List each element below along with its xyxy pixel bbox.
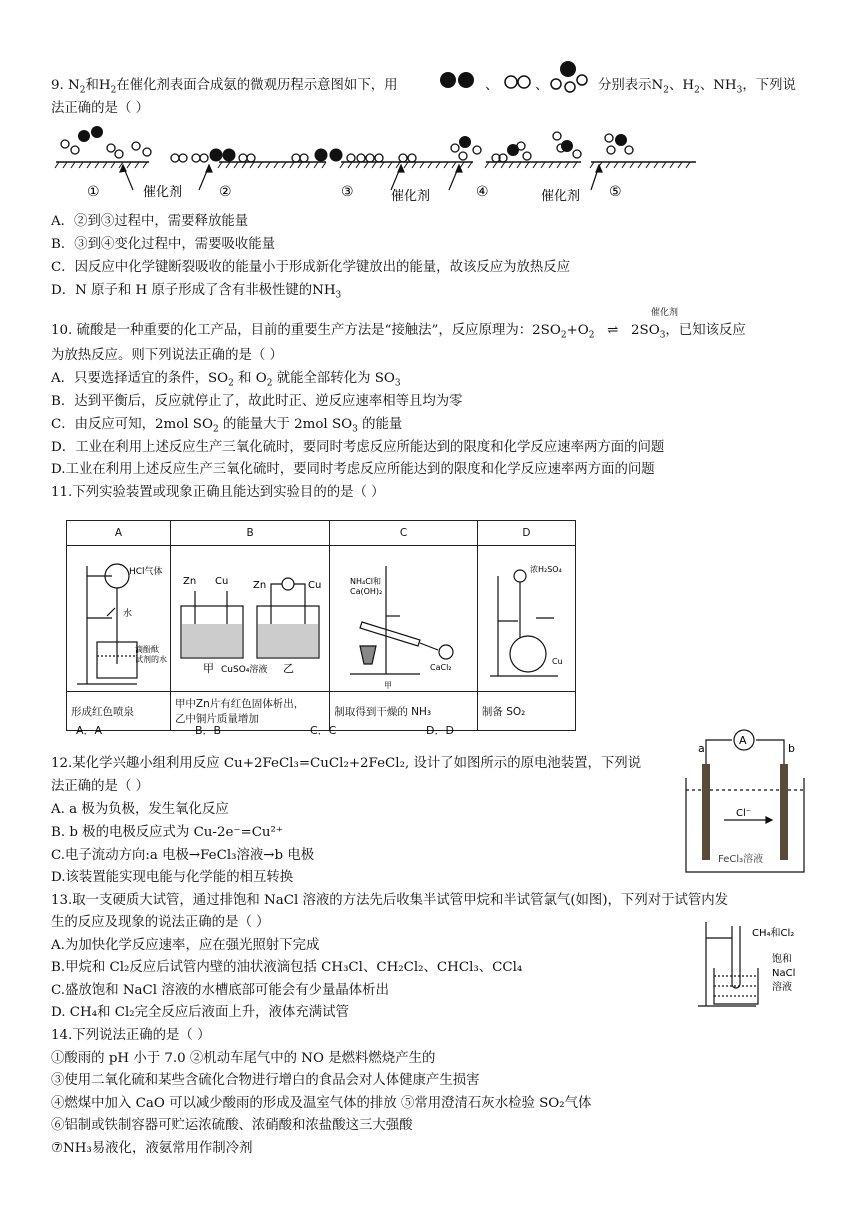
q13-stem-line1: 13.取一支硬质大试管，通过排饱和 NaCl 溶液的方法先后收集半试管甲烷和半试管氯气(如图)，下列对于试管内发	[51, 893, 729, 908]
q9-text: ，下列说	[742, 78, 796, 93]
q14-item: ⑦NH₃易液化，液氨常用作制冷剂	[51, 1141, 253, 1156]
q9-text: 分别表示N	[598, 78, 664, 93]
q9-text: D．N 原子和 H 原子形成了含有非极性键的NH	[51, 283, 336, 298]
table-header: C	[330, 521, 478, 546]
molecule-legend	[436, 60, 601, 96]
catalyst-label: 催化剂	[143, 185, 183, 200]
label: Cu	[551, 657, 563, 666]
apparatus-c	[330, 546, 478, 692]
catalyst-label: 催化剂	[391, 189, 431, 204]
step-label: ④	[476, 184, 489, 200]
q13-test-tube-figure	[696, 918, 816, 1010]
h-atom-icon	[577, 75, 587, 85]
label: NH₄Cl和	[350, 577, 382, 586]
sub: 2	[663, 85, 670, 96]
q9-reaction-diagram	[51, 124, 811, 210]
phenomenon-a: 形成红色喷泉	[67, 692, 171, 731]
apparatus-d	[477, 546, 575, 692]
q10-stem-line1	[51, 322, 746, 345]
q13-stem-line2: 生的反应及现象的说法正确的是（ ）	[51, 915, 270, 930]
q14-stem: 14.下列说法正确的是（ ）	[51, 1028, 211, 1043]
solution-label: 饱和	[772, 954, 792, 965]
q9-option-a: A．②到③过程中，需要释放能量	[51, 214, 249, 229]
q9-stem-line1b	[598, 77, 796, 100]
sub: 2	[79, 85, 86, 96]
q10-text: 和 O	[233, 371, 267, 386]
n-atom-icon	[560, 61, 576, 77]
label: CuSO₄溶液	[220, 665, 268, 675]
n-atom-icon	[458, 72, 474, 88]
step-label: ①	[87, 184, 100, 200]
sub: 2	[266, 378, 273, 389]
apparatus-a	[67, 546, 171, 692]
table-header: B	[170, 521, 329, 546]
q10-option-c	[51, 416, 402, 439]
sub: 3	[736, 85, 743, 96]
apparatus-b	[170, 546, 329, 692]
label: 试剂的水	[135, 655, 167, 664]
q13-option-c: C.盛放饱和 NaCl 溶液的水槽底部可能会有少量晶体析出	[51, 983, 389, 998]
phenomenon-c: 制取得到干燥的 NH₃	[330, 692, 478, 731]
sub: 3	[335, 290, 342, 301]
ammeter-label: A	[739, 734, 747, 747]
q9-text: 和H	[85, 78, 111, 93]
equilibrium-arrow: ⇌	[607, 323, 619, 338]
catalyst-over-arrow: 催化剂	[651, 308, 679, 318]
q10-option-a	[51, 370, 401, 393]
q9-text: 9. N	[51, 78, 80, 93]
q10-text: C．由反应可知，2mol SO	[51, 417, 213, 432]
step-label: ⑤	[609, 184, 622, 200]
label: 滴酚酞	[135, 645, 159, 654]
q9-option-c: C．因反应中化学键断裂吸收的能量小于形成新化学键放出的能量，故该反应为放热反应	[51, 260, 571, 275]
q10-text: 2SO	[631, 323, 660, 338]
label: 浓H₂SO₄	[529, 565, 562, 574]
q13-option-b: B.甲烷和 Cl₂反应后试管内壁的油状液滴包括 CH₃Cl、CH₂Cl₂、CHCl₃、CCl₄	[51, 960, 523, 975]
catalyst-label: 催化剂	[541, 189, 581, 204]
sub: 3	[352, 424, 358, 435]
h-atom-icon	[518, 76, 530, 88]
q11-answer-c: C．C	[310, 724, 337, 737]
q12-option-b: B. b 极的电极反应式为 Cu-2e⁻=Cu²⁺	[51, 825, 283, 840]
label: Cu	[214, 576, 229, 587]
q9-text: 、NH	[699, 78, 737, 93]
q14-item: ⑥铝制或铁制容器可贮运浓硫酸、浓硝酸和浓盐酸这三大强酸	[51, 1118, 413, 1133]
q12-option-d: D.该装置能实现电能与化学能的相互转换	[51, 870, 294, 885]
q12-galvanic-cell	[680, 722, 810, 880]
phenomenon-d: 制备 SO₂	[477, 692, 575, 731]
q10-text: A．只要选择适宜的条件，SO	[51, 371, 229, 386]
label: HCl气体	[129, 567, 163, 577]
label: 水	[123, 609, 133, 619]
table-header: D	[477, 521, 575, 546]
q10-option-b: B．达到平衡后，反应就停止了，故此时正、逆反应速率相等且均为零	[51, 394, 463, 409]
q12-option-a: A. a 极为负极，发生氧化反应	[51, 802, 229, 817]
n-atom-icon	[440, 72, 456, 88]
q13-option-d: D. CH₄和 Cl₂完全反应后液面上升，液体充满试管	[51, 1005, 349, 1020]
solution-label: 溶液	[772, 982, 792, 993]
ion-label: Cl⁻	[736, 808, 752, 819]
label: 甲	[202, 662, 214, 675]
sub: 2	[588, 330, 595, 341]
separator: 、	[535, 78, 549, 93]
sub: 3	[659, 330, 666, 341]
q11-answer-b: B．B	[195, 724, 222, 737]
q10-option-d-duplicate: D.工业在利用上述反应生产三氧化硫时，要同时考虑反应所能达到的限度和化学反应速率两方面的问题	[51, 462, 655, 477]
label: Ca(OH)₂	[350, 587, 383, 596]
electrode-a-label: a	[698, 742, 705, 755]
sub: 2	[212, 424, 219, 435]
sub: 2	[694, 85, 700, 96]
q14-item: ③使用二氧化硫和某些含硫化合物进行增白的食品会对人体健康产生损害	[51, 1073, 480, 1088]
q9-option-b: B．③到④变化过程中，需要吸收能量	[51, 237, 276, 252]
step-label: ②	[219, 184, 232, 200]
q13-option-a: A.为加快化学反应速率，应在强光照射下完成	[51, 938, 320, 953]
q11-stem: 11.下列实验装置或现象正确且能达到实验目的的是（ ）	[51, 485, 385, 500]
q12-stem-line1: 12.某化学兴趣小组利用反应 Cu+2FeCl₃=CuCl₂+2FeCl₂, 设计了如图所示的原电池装置，下列说	[51, 756, 642, 771]
q10-text: 就能全部转化为 SO	[272, 371, 395, 386]
sub: 2	[560, 330, 567, 341]
q10-text: 的能量	[357, 417, 403, 432]
q11-answer-a: A．A	[76, 724, 103, 737]
q10-text: 10. 硫酸是一种重要的化工产品，目前的重要生产方法是“接触法”，反应原理为：2SO	[51, 323, 561, 338]
step-label: ③	[341, 184, 354, 200]
q10-option-d: D．工业在利用上述反应生产三氧化硫时，要同时考虑反应所能达到的限度和化学反应速率两方面的问题	[51, 440, 665, 455]
q14-item: ①酸雨的 pH 小于 7.0 ②机动车尾气中的 NO 是燃料燃烧产生的	[51, 1051, 436, 1066]
q11-experiment-table	[66, 520, 576, 731]
label: 甲	[384, 681, 393, 690]
h-atom-icon	[505, 76, 517, 88]
solution-label: FeCl₃溶液	[718, 854, 764, 865]
table-header: A	[67, 521, 171, 546]
q14-item: ④燃煤中加入 CaO 可以减少酸雨的形成及温室气体的排放 ⑤常用澄清石灰水检验 SO₂气体	[51, 1096, 592, 1111]
phenomenon-b-line1: 甲中Zn片有红色固体析出，	[174, 698, 305, 710]
gas-label: CH₄和Cl₂	[752, 928, 795, 939]
h-atom-icon	[565, 82, 575, 92]
phenomenon-b-line2: 乙中铜片质量增加	[174, 713, 259, 725]
q10-text: 的能量大于 2mol SO	[218, 417, 353, 432]
q10-stem-line2: 为放热反应。则下列说法正确的是（ ）	[51, 348, 283, 363]
electrode-b-label: b	[788, 742, 795, 755]
sub: 3	[394, 378, 401, 389]
q9-stem-line2: 法正确的是（ ）	[51, 101, 149, 116]
q10-text: +O	[566, 323, 589, 338]
q9-text: 、H	[669, 78, 695, 93]
solution-label: NaCl	[772, 968, 796, 979]
q12-stem-line2: 法正确的是（ ）	[51, 779, 149, 794]
label: CaCl₂	[430, 663, 452, 672]
q12-option-c: C.电子流动方向:a 电极→FeCl₃溶液→b 电极	[51, 848, 315, 863]
sub: 2	[110, 85, 117, 96]
q10-text: ，已知该反应	[665, 323, 746, 338]
label: Zn	[252, 580, 267, 591]
sub: 2	[228, 378, 234, 389]
label: Cu	[307, 580, 322, 591]
q9-text: 在催化剂表面合成氨的微观历程示意图如下，用	[116, 78, 398, 93]
label: 乙	[282, 662, 294, 675]
label: Zn	[182, 576, 197, 587]
h-atom-icon	[551, 79, 561, 89]
q9-stem-line1	[51, 77, 398, 100]
separator: 、	[485, 78, 499, 93]
q9-option-d	[51, 282, 341, 305]
q11-answer-d: D．D	[426, 724, 454, 737]
